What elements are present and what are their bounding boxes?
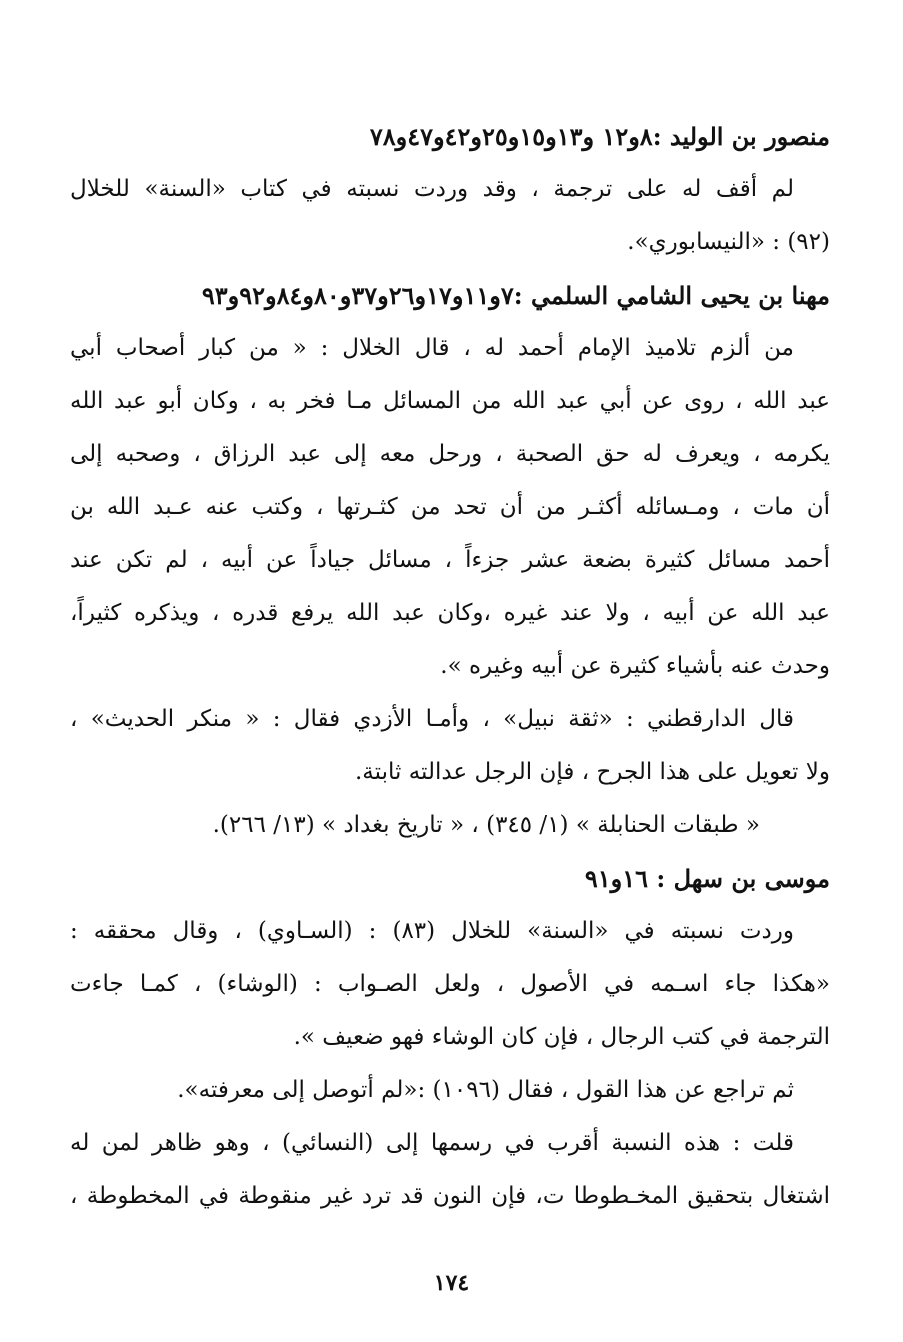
paragraph-line: ولا تعويل على هذا الجرح ، فإن الرجل عدالته ثابتة. [354,759,830,785]
paragraph-line: قلت : هذه النسبة أقرب في رسمها إلى (النسائي) ، وهو ظاهر لمن له [70,1130,794,1156]
paragraph-line: قال الدارقطني : «ثقة نبيل» ، وأمـا الأزدي فقال : « منكر الحديث» ، [70,706,794,732]
paragraph-line: وحدث عنه بأشياء كثيرة عن أبيه وغيره ». [440,653,830,679]
paragraph-line: (٩٢) : «النيسابوري». [627,229,830,255]
paragraph-line: عبد الله ، روى عن أبي عبد الله من المسائل مـا فخر به ، وكان أبو عبد الله [70,388,830,414]
paragraph-line: من ألزم تلاميذ الإمام أحمد له ، قال الخلال : « من كبار أصحاب أبي [70,335,794,361]
paragraph-line: «هكذا جاء اسـمه في الأصول ، ولعل الصـواب : (الوشاء) ، كمـا جاءت [70,971,830,997]
paragraph-line: أحمد مسائل كثيرة بضعة عشر جزءاً ، مسائل جياداً عن أبيه ، لم تكن عند [70,547,830,573]
paragraph-line: عبد الله عن أبيه ، ولا عند غيره ،وكان عبد الله يرفع قدره ، ويذكره كثيراً، [70,600,830,626]
paragraph-line: يكرمه ، ويعرف له حق الصحبة ، ورحل معه إلى عبد الرزاق ، وصحبه إلى [70,441,830,467]
page-text [70,110,830,1223]
paragraph-line: وردت نسبته في «السنة» للخلال (٨٣) : (السـاوي) ، وقال محققه : [70,918,794,944]
entry-heading-musa: موسى بن سهل : ١٦و٩١ [584,864,830,893]
reference-line: « طبقات الحنابلة » (١/ ٣٤٥) ، « تاريخ بغداد » (١٣/ ٢٦٦). [212,812,760,838]
paragraph-line: ثم تراجع عن هذا القول ، فقال (١٠٩٦) :«لم أتوصل إلى معرفته». [177,1077,794,1103]
entry-heading-muhanna: مهنا بن يحيى الشامي السلمي :٧و١١و١٧و٢٦و٣٧و٨٠و٨٤و٩٢و٩٣ [201,281,830,310]
entry-heading-mansur: منصور بن الوليد :٨و١٢ و١٣و١٥و٢٥و٤٢و٤٧و٧٨ [369,122,830,151]
page-number: ١٧٤ [433,1270,470,1296]
paragraph-line: الترجمة في كتب الرجال ، فإن كان الوشاء فهو ضعيف ». [293,1024,830,1050]
paragraph-line: لم أقف له على ترجمة ، وقد وردت نسبته في كتاب «السنة» للخلال [70,176,794,202]
paragraph-line: أن مات ، ومـسائله أكثـر من أن تحد من كثـرتها ، وكتب عنه عـبد الله بن [70,494,830,520]
paragraph-line: اشتغال بتحقيق المخـطوطا ت، فإن النون قد ترد غير منقوطة في المخطوطة ، [70,1183,830,1209]
